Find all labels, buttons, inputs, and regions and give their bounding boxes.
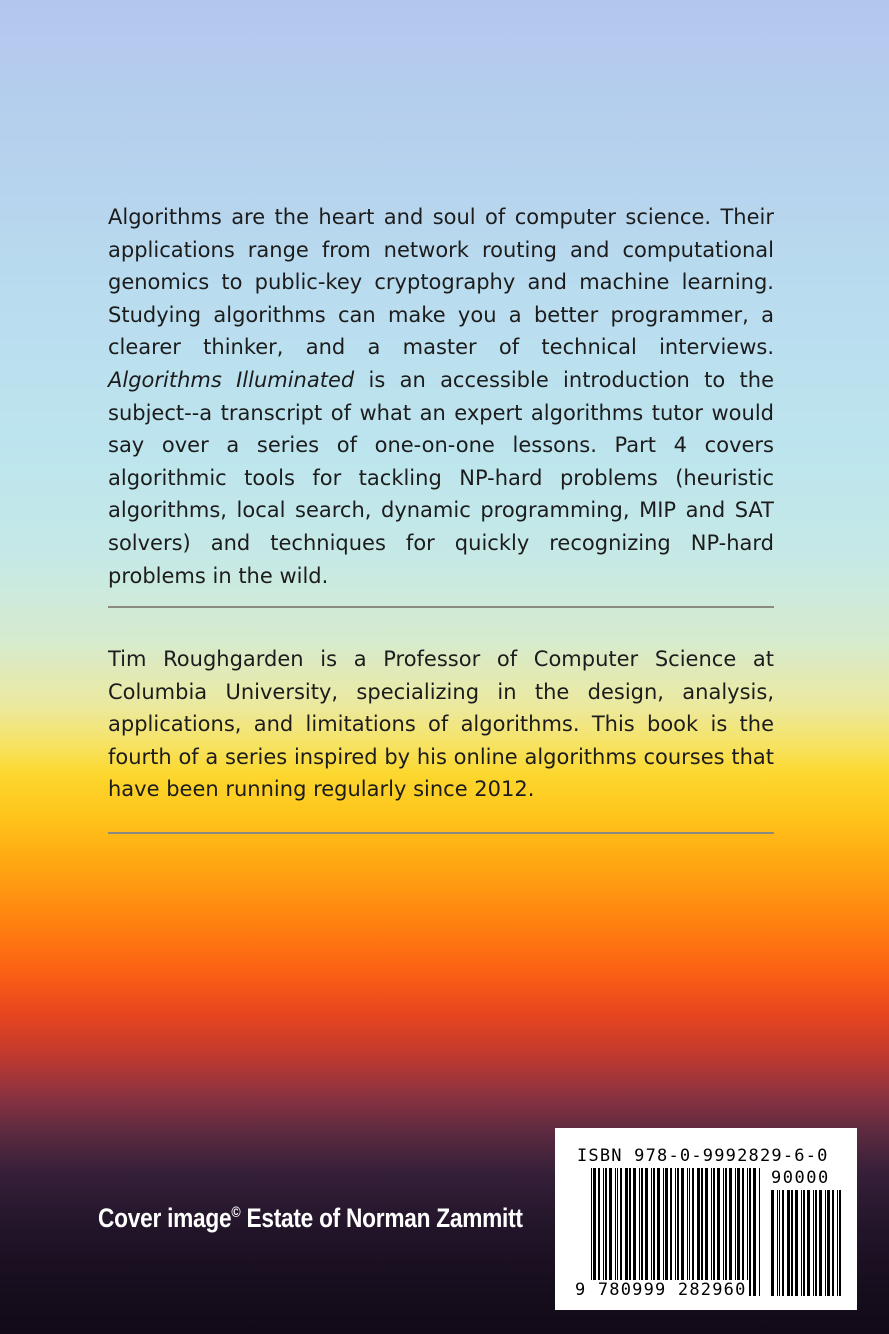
- cover-image-credit: [98, 1203, 523, 1234]
- author-bio: Tim Roughgarden is a Professor of Computer Science at Columbia University, specializing in the design, analysis, applications, and limitations of algorithms. This book is the fourth of a series inspired by his online algorithms courses that have been running regularly since 2012.: [108, 647, 774, 802]
- credit-suffix: Estate of Norman Zammitt: [240, 1203, 523, 1233]
- credit-prefix: Cover image: [98, 1203, 232, 1233]
- description-rest: is an accessible introduction to the subject--a transcript of what an expert algorithms tutor would say over a series of one-on-one lessons. Part 4 covers algorithmic tools for tackling NP-hard problems (heuristic algorithms, local search, dynamic programming, MIP and SAT solvers) and techniques for quickly recognizing NP-hard problems in the wild.: [108, 367, 774, 588]
- book-description: [108, 201, 774, 592]
- price-addon-digits: 90000: [771, 1168, 830, 1188]
- divider-rule: [108, 832, 774, 834]
- ean-digits: 9 780999 282960: [575, 1280, 747, 1300]
- book-title-italic: Algorithms Illuminated: [108, 367, 355, 392]
- divider-rule: [108, 606, 774, 608]
- isbn-barcode-panel: [555, 1128, 857, 1310]
- copyright-symbol: ©: [231, 1204, 241, 1221]
- description-lead: Algorithms are the heart and soul of computer science. Their applications range from network routing and computational genomics to public-key cryptography and machine learning. Studying algorithms can make you a better programmer, a clearer thinker, and a master of technical interviews.: [108, 205, 774, 360]
- isbn-label: ISBN 978-0-9992829-6-0: [577, 1146, 829, 1166]
